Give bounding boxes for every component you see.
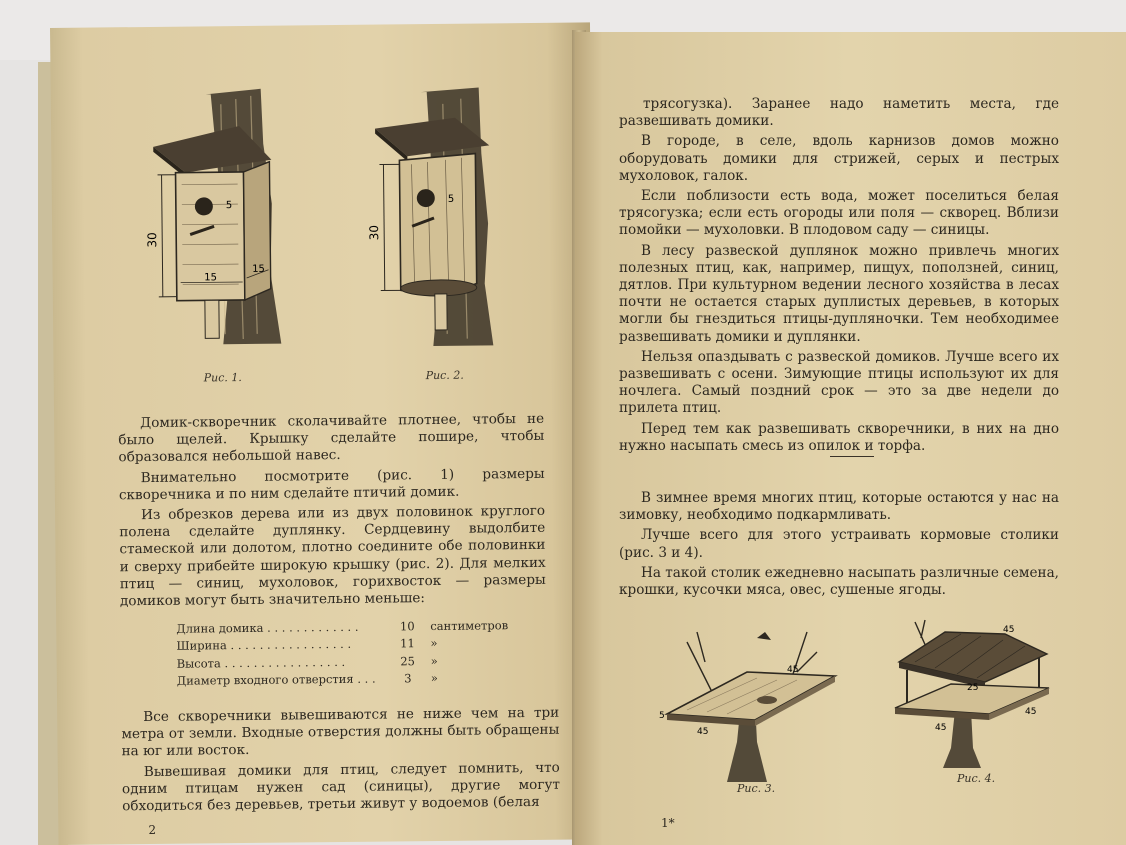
- figure-4-dim-b: 45: [935, 723, 947, 733]
- figure-1-caption: Рис. 1.: [203, 371, 242, 385]
- paragraph: Все скворечники вывешиваются не ниже чем на три метра от земли. Входные отверстия должны быть обращены на юг или восток.: [121, 704, 560, 760]
- left-text-bottom: [121, 705, 560, 816]
- figure-2-dim-height: 30: [367, 224, 382, 241]
- figure-2-caption: Рис. 2.: [425, 368, 464, 383]
- table-cell-name: Ширина . . . . . . . . . . . . . . . . .: [176, 637, 352, 654]
- paragraph: трясогузка). Заранее надо наметить места, где развешивать домики.: [619, 96, 1059, 130]
- figure-3-dim-b: 5: [659, 711, 665, 721]
- left-text-top: [118, 411, 546, 611]
- figure-2-dim-hole: 5: [447, 193, 455, 205]
- table-cell-value: 11: [400, 636, 415, 651]
- table-cell-unit: »: [430, 653, 438, 668]
- table-cell-unit: сантиметров: [430, 618, 509, 634]
- paragraph: В зимнее время многих птиц, которые остаются у нас на зимовку, необходимо подкармливать.: [619, 490, 1059, 524]
- paragraph: Перед тем как развешивать скворечники, в них на дно нужно насыпать смесь из опилок и торфа.: [619, 420, 1059, 454]
- table-cell-value: 3: [404, 671, 412, 686]
- figure-1-dim-height: 30: [145, 232, 160, 248]
- paragraph: На такой столик ежедневно насыпать различные семена, крошки, кусочки мяса, овес, сушеные ягоды.: [619, 564, 1060, 599]
- table-cell-name: Диаметр входного отверстия . . .: [176, 671, 376, 688]
- table-cell-unit: »: [430, 671, 438, 686]
- figure-3-feeding-table: [657, 622, 847, 782]
- paragraph: Лучше всего для этого устраивать кормовые столики (рис. 3 и 4).: [619, 527, 1059, 561]
- page-number-left: 2: [148, 822, 157, 838]
- table-cell-name: Длина домика . . . . . . . . . . . . .: [176, 619, 359, 636]
- right-page: [575, 32, 1126, 845]
- dimensions-table: [176, 617, 507, 690]
- right-text-bottom: [619, 490, 1059, 599]
- paragraph: Внимательно посмотрите (рис. 1) размеры скворечника и по ним сделайте птичий домик.: [118, 465, 545, 504]
- table-row: [177, 669, 507, 690]
- figure-1-dim-hole: 5: [225, 200, 233, 212]
- figure-1-dim-depth: 15: [252, 263, 265, 275]
- paragraph: В городе, в селе, вдоль карнизов домов можно оборудовать домики для стрижей, серых и пестрых мухоловок, галок.: [619, 133, 1059, 184]
- figure-3-dim-a: 45: [787, 665, 799, 675]
- figure-4-caption: Рис. 4.: [957, 772, 996, 785]
- paragraph: Домик-скворечник сколачивайте плотнее, чтобы не было щелей. Крышку сделайте пошире, чтобы образовался небольшой навес.: [118, 410, 545, 466]
- section-divider: [830, 456, 874, 457]
- left-page: [50, 22, 599, 845]
- paragraph: Нельзя опаздывать с развеской домиков. Лучше всего их развешивать с осени. Зимующие птицы используют их для ночлега. Самый поздний срок — это за две недели до прилета птиц.: [619, 348, 1059, 417]
- right-text-top: [619, 96, 1059, 455]
- table-cell-unit: »: [430, 636, 438, 651]
- figure-1-dim-width: 15: [204, 272, 218, 284]
- figure-4-dim-a: 25: [967, 683, 979, 693]
- figure-3-dim-c: 45: [697, 727, 709, 737]
- table-cell-value: 25: [400, 654, 416, 669]
- table-cell-name: Высота . . . . . . . . . . . . . . . . .: [176, 654, 346, 671]
- paragraph: В лесу развеской дуплянок можно привлечь многих полезных птиц, как, например, пищух, поползней, синиц, дятлов. При культурном ведении лесного хозяйства в лесах почти не остается старых дуплистых деревьев, в которых могли бы гнездиться птицы-дупляночки. Тем необходимее развешивать домики и дуплянки.: [619, 242, 1059, 345]
- paragraph: Из обрезков дерева или из двух половинок круглого полена сделайте дуплянку. Сердцевину выдолбите стамеской или долотом, плотно соедините обе половинки и сверху прибейте широкую крышку (рис. 2). Для мелких птиц — синиц, мухоловок, горихвосток — размеры домиков могут быть значительно меньше:: [119, 502, 546, 610]
- figure-4-dim-d: 45: [1003, 625, 1015, 635]
- page-number-right: 1*: [661, 816, 675, 830]
- figure-4-dim-c: 45: [1025, 707, 1037, 717]
- table-cell-value: 10: [399, 619, 415, 634]
- paragraph: Если поблизости есть вода, может поселиться белая трясогузка; если есть огороды или поля — скворец. Вблизи помойки — мухоловки. В плодовом саду — синицы.: [619, 188, 1059, 239]
- figure-1-birdhouse: [145, 83, 304, 355]
- paragraph: Вывешивая домики для птиц, следует помнить, что одним птицам нужен сад (синицы), другие могут обходиться без деревьев, третьи живут у водоемов (белая: [121, 759, 561, 815]
- figure-3-caption: Рис. 3.: [737, 782, 776, 795]
- figure-2-hollow-nest: [367, 83, 514, 354]
- figure-4-covered-feeding-table: [885, 618, 1065, 768]
